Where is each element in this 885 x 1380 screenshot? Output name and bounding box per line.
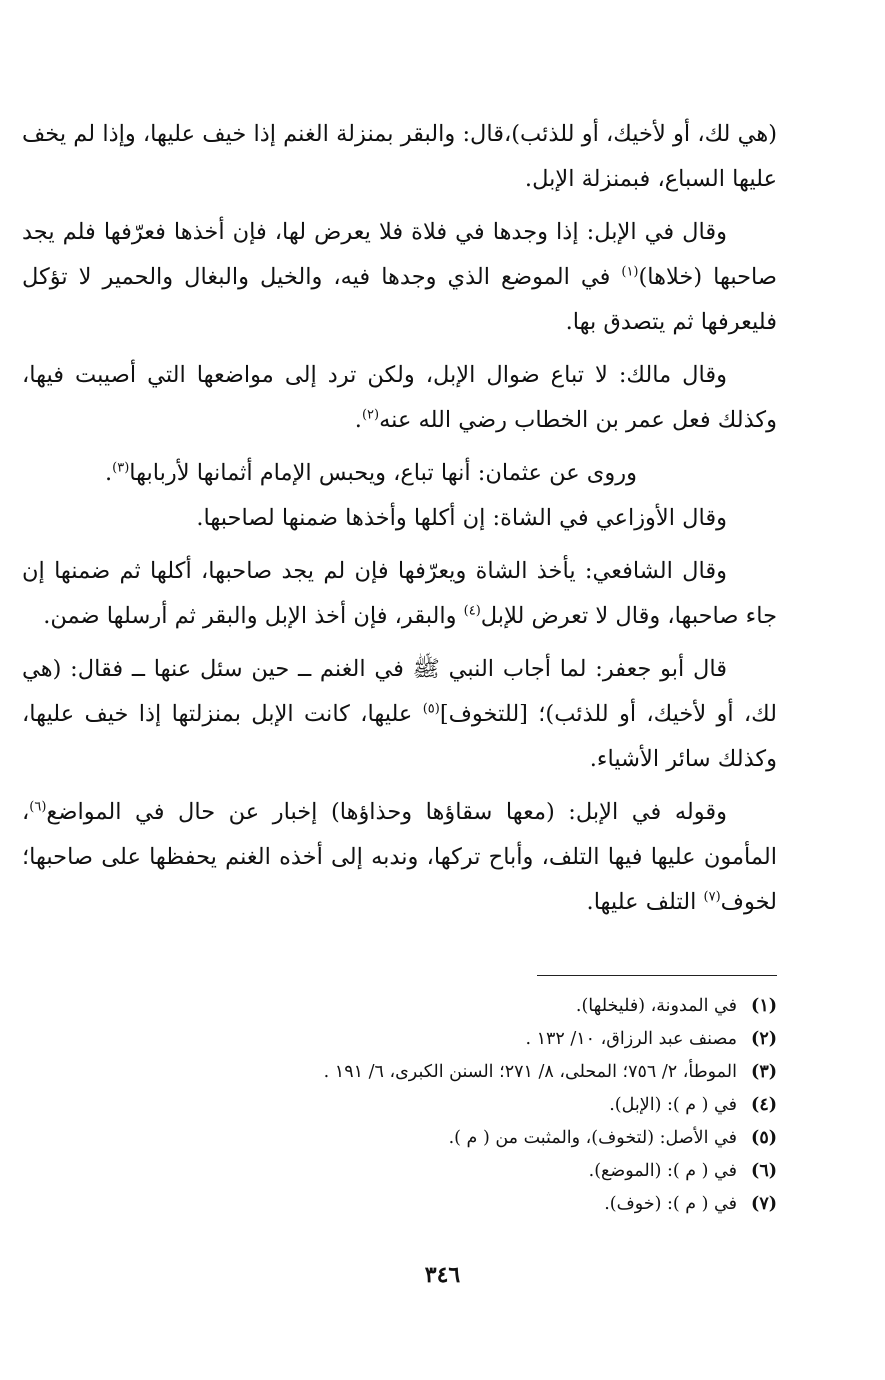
footnote-ref-6: (٦) bbox=[29, 799, 47, 815]
footnote-text: في الأصل: (لتخوف)، والمثبت من ( م ). bbox=[448, 1128, 737, 1148]
footnote-ref-1: (١) bbox=[621, 264, 639, 280]
paragraph-5-text: وقال الأوزاعي في الشاة: إن أكلها وأخذها ضمنها لصاحبها. bbox=[196, 505, 727, 531]
paragraph-6-text-a: وقال الشافعي: يأخذ الشاة ويعرّفها فإن لم يجد صاحبها، أكلها ثم ضمنها إن جاء صاحبها، وقال لا تعرض للإبل bbox=[22, 558, 777, 629]
paragraph-6-text-b: والبقر، فإن أخذ الإبل والبقر ثم أرسلها ضمن. bbox=[43, 603, 464, 629]
footnote-text: في المدونة، (فليخلها). bbox=[575, 996, 737, 1016]
paragraph-5 bbox=[22, 496, 777, 541]
paragraph-8-text-b: ، المأمون عليها فيها التلف، وأباح تركها، وندبه إلى أخذه الغنم يحفظها على صاحبها؛ لخوف bbox=[22, 799, 777, 915]
paragraph-8-text-a: وقوله في الإبل: (معها سقاؤها وحذاؤها) إخبار عن حال في المواضع bbox=[46, 799, 727, 825]
paragraph-8-text-c: التلف عليها. bbox=[586, 889, 704, 915]
paragraph-4 bbox=[22, 451, 777, 496]
footnote-separator bbox=[537, 975, 777, 976]
footnote-item bbox=[77, 1155, 777, 1188]
paragraph-1-text: (هي لك، أو لأخيك، أو للذئب)،قال: والبقر بمنزلة الغنم إذا خيف عليها، وإذا لم يخف عليها السباع، فبمنزلة الإبل. bbox=[22, 121, 777, 192]
paragraph-6 bbox=[22, 549, 777, 639]
footnote-number: (٧) bbox=[751, 1194, 777, 1214]
paragraph-1 bbox=[22, 112, 777, 202]
paragraph-4-text-a: وروى عن عثمان: أنها تباع، ويحبس الإمام أثمانها لأربابها bbox=[129, 460, 637, 486]
footnote-item bbox=[77, 1122, 777, 1155]
paragraph-2 bbox=[22, 210, 777, 345]
paragraph-3-text-a: وقال مالك: لا تباع ضوال الإبل، ولكن ترد إلى مواضعها التي أصيبت فيها، وكذلك فعل عمر بن الخطاب رضي الله عنه bbox=[22, 362, 777, 433]
footnote-text: مصنف عبد الرزاق، ١٠/ ١٣٢ . bbox=[525, 1029, 737, 1049]
footnote-ref-5: (٥) bbox=[422, 701, 440, 717]
paragraph-4-text-b: . bbox=[104, 460, 113, 486]
paragraph-3 bbox=[22, 353, 777, 443]
footnote-ref-4: (٤) bbox=[463, 603, 481, 619]
paragraph-7-text-a: قال أبو جعفر: لما أجاب النبي ﷺ في الغنم ــ حين سئل عنها ــ فقال: (هي لك، أو لأخيك، أو للذئب)؛ [للتخوف] bbox=[22, 656, 777, 727]
paragraph-8 bbox=[22, 790, 777, 925]
footnote-ref-3: (٣) bbox=[112, 460, 130, 476]
paragraph-3-text-b: . bbox=[354, 407, 362, 433]
paragraph-2-text-b: في الموضع الذي وجدها فيه، والخيل والبغال والحمير لا تؤكل فليعرفها ثم يتصدق بها. bbox=[22, 264, 777, 335]
paragraph-7 bbox=[22, 647, 777, 782]
footnote-number: (٥) bbox=[751, 1128, 777, 1148]
footnote-text: في ( م ): (الموضع). bbox=[588, 1161, 737, 1181]
footnote-text: الموطأ، ٢/ ٧٥٦؛ المحلى، ٨/ ٢٧١؛ السنن الكبرى، ٦/ ١٩١ . bbox=[323, 1062, 737, 1082]
paragraph-7-text-b: عليها، كانت الإبل بمنزلتها إذا خيف عليها، وكذلك سائر الأشياء. bbox=[22, 701, 777, 772]
footnote-number: (١) bbox=[751, 996, 777, 1016]
footnotes-list bbox=[77, 990, 777, 1221]
footnote-number: (٤) bbox=[751, 1095, 777, 1115]
footnote-text: في ( م ): (الإبل). bbox=[609, 1095, 737, 1115]
footnote-ref-7: (٧) bbox=[703, 889, 721, 905]
footnote-ref-2: (٢) bbox=[361, 407, 380, 423]
page-number: ٣٤٦ bbox=[424, 1262, 461, 1288]
footnote-item bbox=[77, 1089, 777, 1122]
footnote-number: (٦) bbox=[751, 1161, 777, 1181]
footnote-number: (٢) bbox=[751, 1029, 777, 1049]
footnote-item bbox=[77, 1023, 777, 1056]
footnote-item bbox=[77, 1056, 777, 1089]
main-text bbox=[22, 112, 777, 933]
footnote-number: (٣) bbox=[751, 1062, 777, 1082]
footnote-item bbox=[77, 1188, 777, 1221]
footnote-text: في ( م ): (خوف). bbox=[604, 1194, 737, 1214]
paragraph-2-text-a: وقال في الإبل: إذا وجدها في فلاة فلا يعرض لها، فإن أخذها فعرّفها فلم يجد صاحبها (خلاها) bbox=[22, 219, 777, 290]
footnote-item bbox=[77, 990, 777, 1023]
